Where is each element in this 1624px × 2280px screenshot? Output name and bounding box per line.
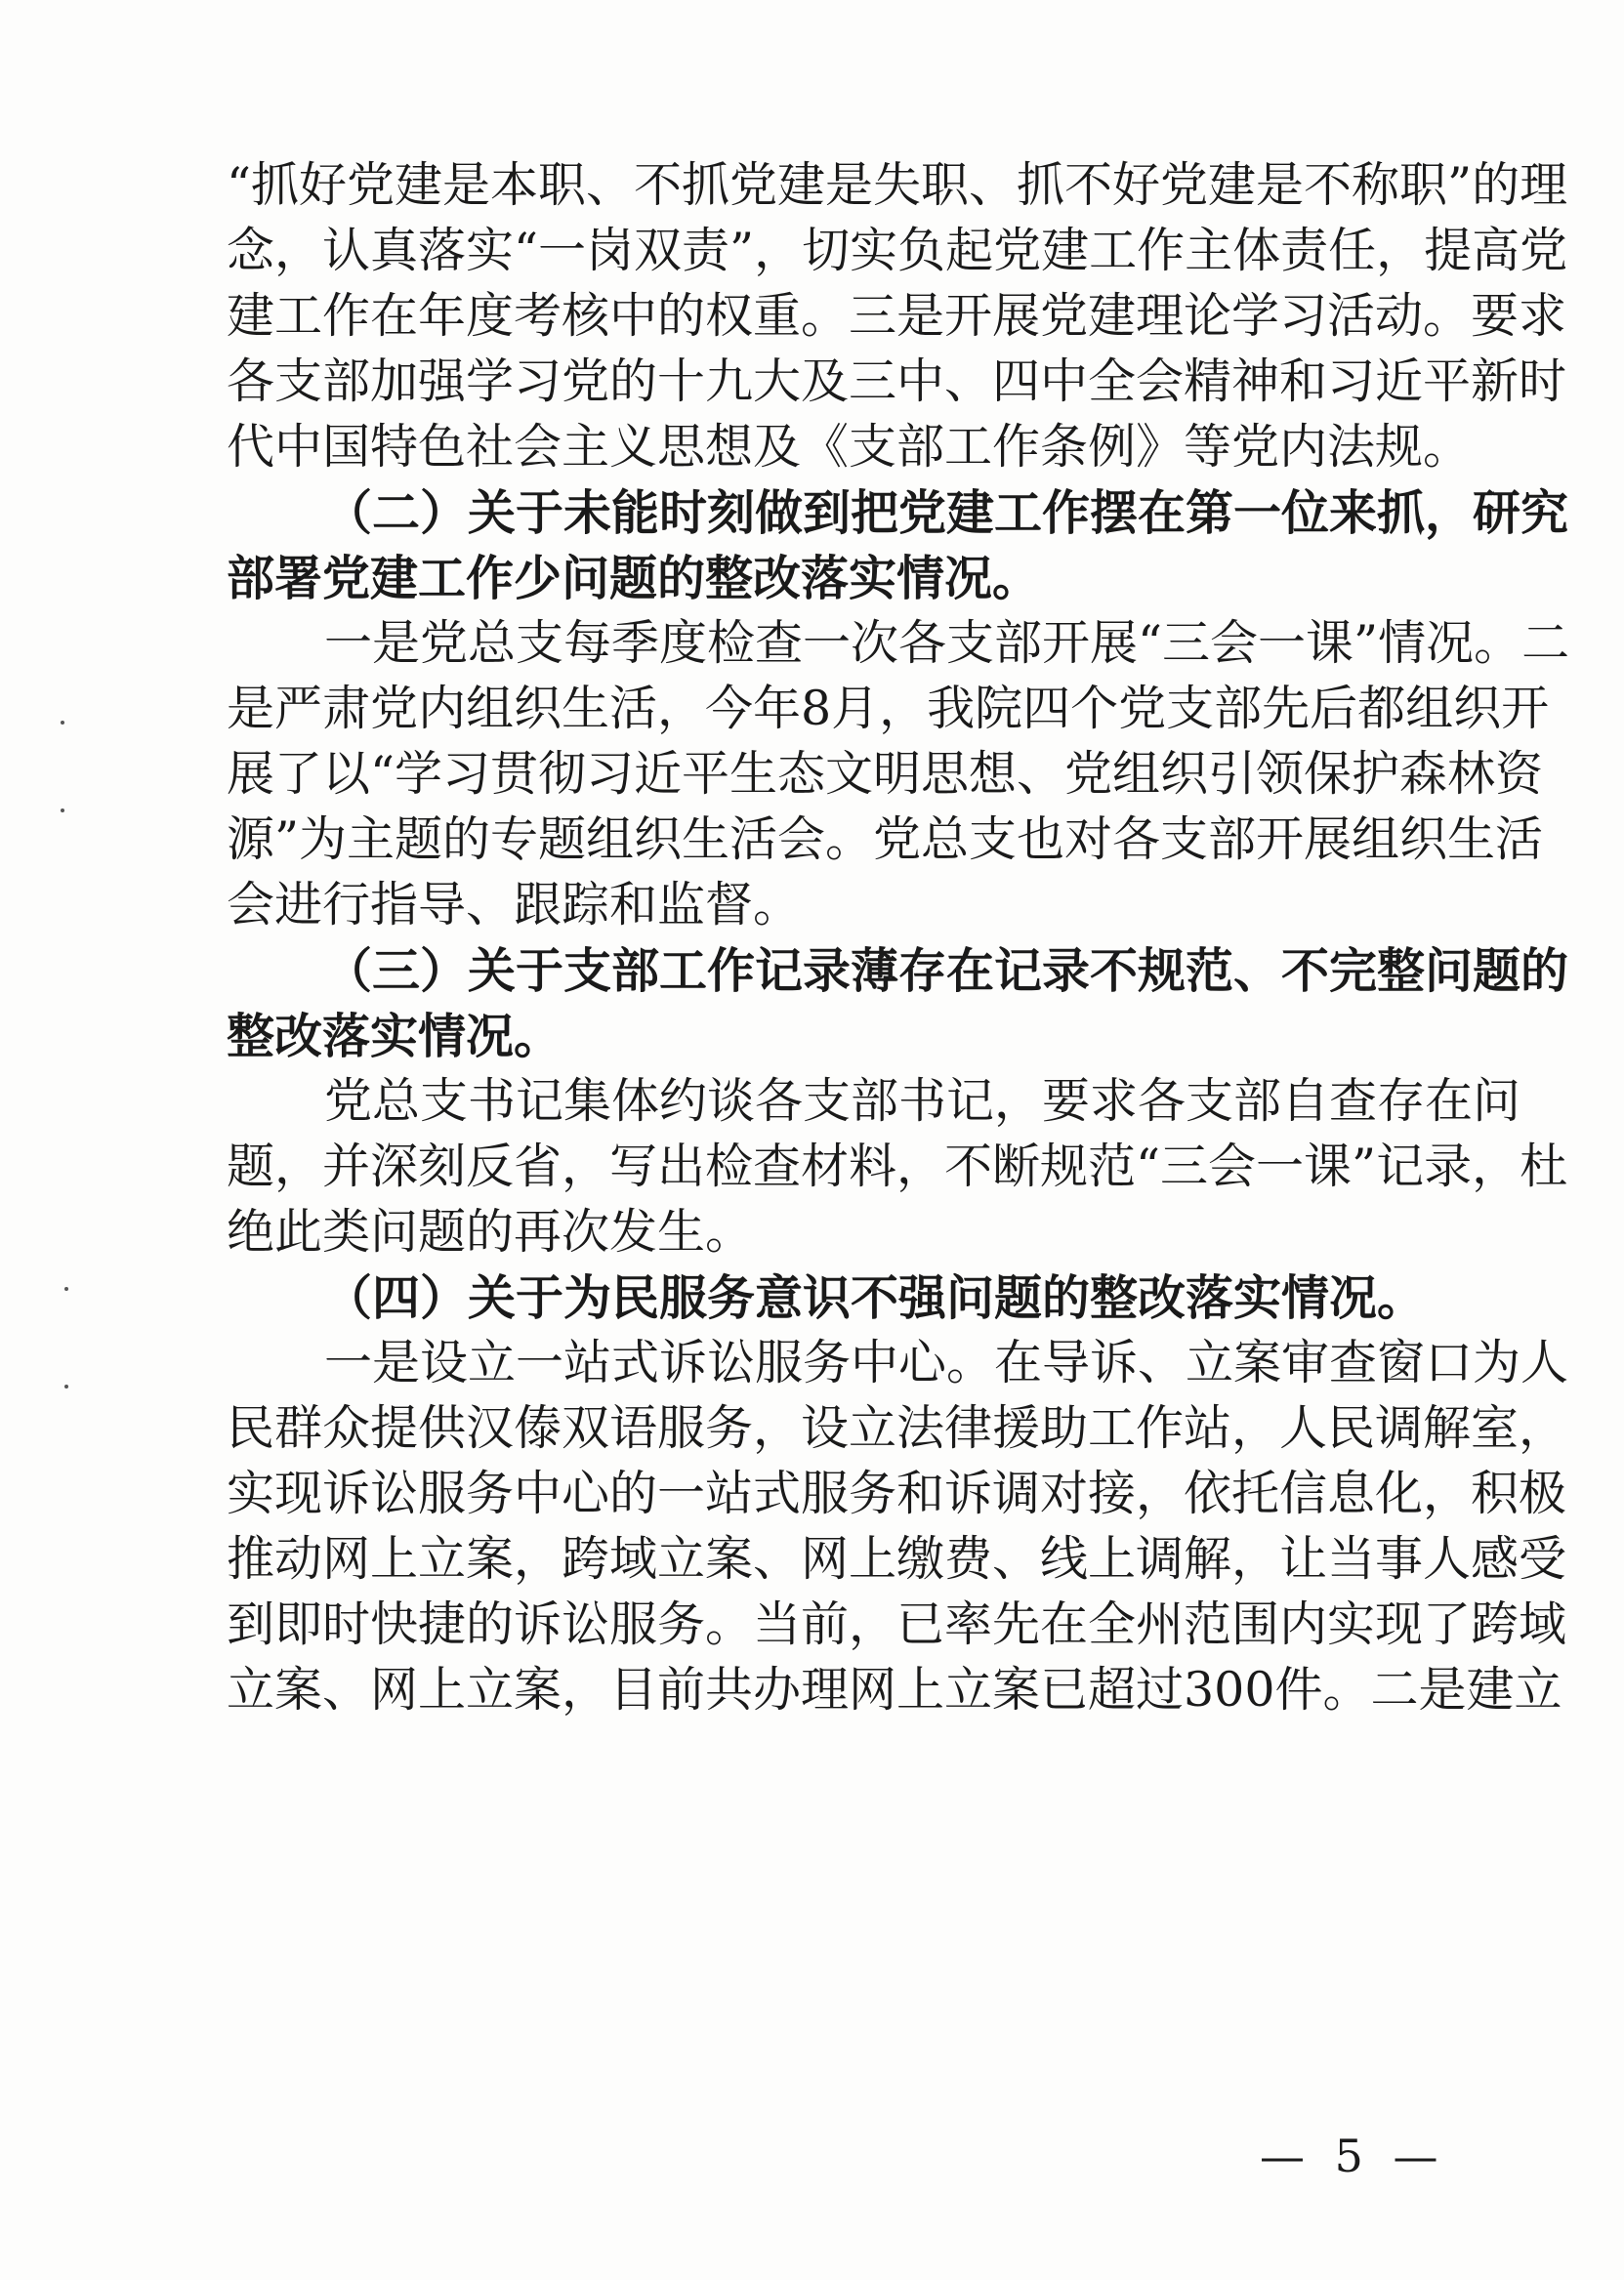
body-line: 一是党总支每季度检查一次各支部开展“三会一课”情况。二: [324, 615, 1570, 671]
body-line: 绝此类问题的再次发生。: [227, 1204, 754, 1260]
body-line: 一是设立一站式诉讼服务中心。在导诉、立案审查窗口为人: [324, 1335, 1569, 1390]
section-heading-2-cont: 部署党建工作少问题的整改落实情况。: [227, 550, 1041, 606]
body-line: 源”为主题的专题组织生活会。党总支也对各支部开展组织生活: [227, 811, 1544, 867]
body-line: 立案、网上立案，目前共办理网上立案已超过300件。二是建立: [227, 1662, 1562, 1718]
page-number: — 5 —: [1260, 2130, 1446, 2182]
body-line: “抓好党建是本职、不抓党建是失职、抓不好党建是不称职”的理: [227, 157, 1568, 213]
section-heading-3: （三）关于支部工作记录薄存在记录不规范、不完整问题的: [324, 942, 1569, 999]
body-line: 建工作在年度考核中的权重。三是开展党建理论学习活动。要求: [227, 288, 1567, 344]
body-line: 民群众提供汉傣双语服务，设立法律援助工作站，人民调解室，: [227, 1400, 1567, 1456]
body-line: 党总支书记集体约谈各支部书记，要求各支部自查存在问: [324, 1073, 1521, 1129]
scan-dot: [61, 808, 64, 812]
body-line: 会进行指导、跟踪和监督。: [227, 877, 802, 933]
body-line: 实现诉讼服务中心的一站式服务和诉调对接，依托信息化，积极: [227, 1466, 1567, 1521]
section-heading-3-cont: 整改落实情况。: [227, 1008, 562, 1064]
body-line: 推动网上立案，跨域立案、网上缴费、线上调解，让当事人感受: [227, 1531, 1567, 1587]
body-line: 到即时快捷的诉讼服务。当前，已率先在全州范围内实现了跨域: [227, 1596, 1567, 1652]
section-heading-4: （四）关于为民服务意识不强问题的整改落实情况。: [324, 1269, 1426, 1326]
section-heading-2: （二）关于未能时刻做到把党建工作摆在第一位来抓，研究: [324, 484, 1569, 541]
body-line: 展了以“学习贯彻习近平生态文明思想、党组织引领保护森林资: [227, 746, 1544, 802]
scan-dot: [61, 721, 64, 725]
body-line: 是严肃党内组织生活，今年8月，我院四个党支部先后都组织开: [227, 681, 1550, 736]
body-line: 各支部加强学习党的十九大及三中、四中全会精神和习近平新时: [227, 353, 1567, 409]
scan-dot: [64, 1287, 68, 1291]
body-line: 代中国特色社会主义思想及《支部工作条例》等党内法规。: [227, 419, 1472, 475]
body-line: 题，并深刻反省，写出检查材料，不断规范“三会一课”记录，杜: [227, 1139, 1568, 1194]
body-line: 念，认真落实“一岗双责”，切实负起党建工作主体责任，提高党: [227, 223, 1568, 278]
scan-dot: [64, 1385, 68, 1389]
